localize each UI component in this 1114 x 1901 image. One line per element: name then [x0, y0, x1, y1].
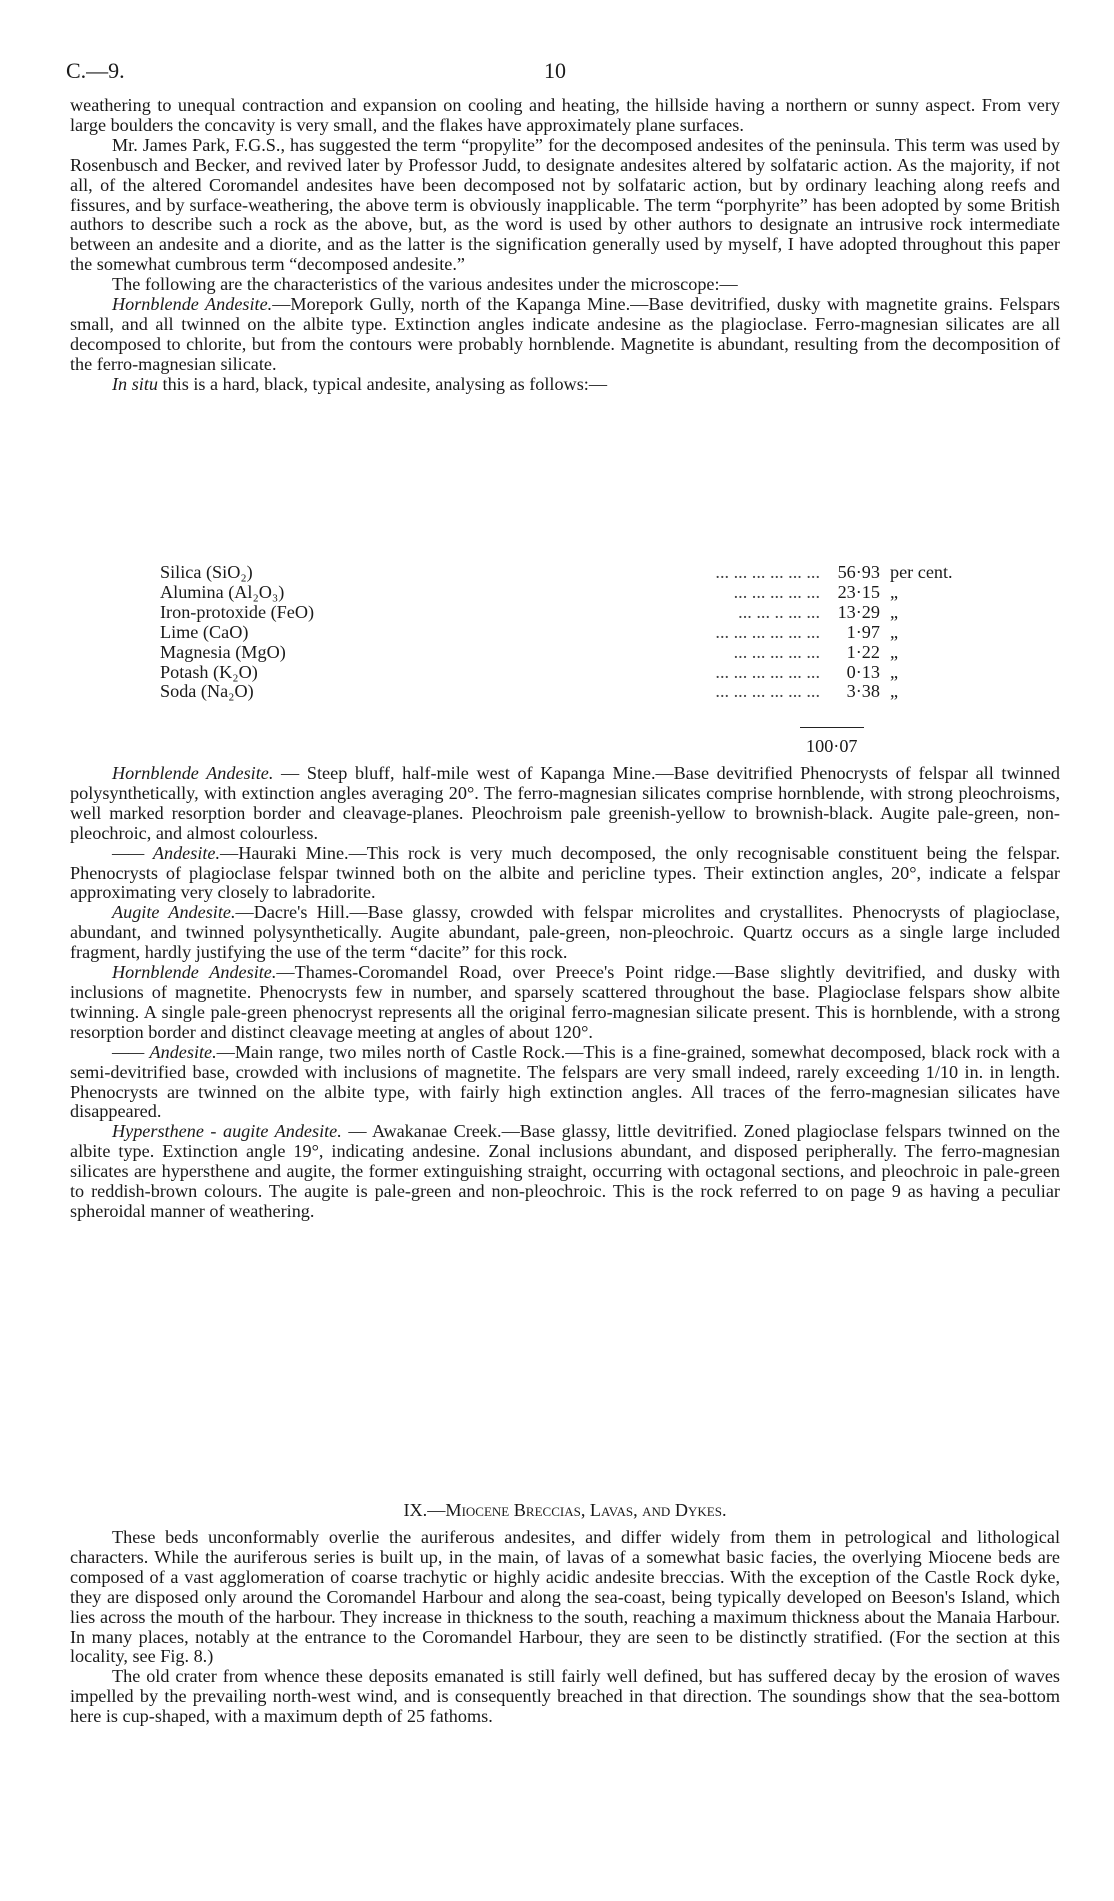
analysis-unit: „: [890, 661, 899, 682]
in-situ-text: this is a hard, black, typical andesite, analysing as follows:—: [157, 373, 608, 394]
paragraph: The following are the characteristics of the various andesites under the microscope:—: [112, 274, 738, 295]
rock-text: — Steep bluff, half-mile west of Kapanga Mine.—Base devitrified Phenocrysts of felspar all twinned polysynthetically, with extinction angles averaging 20°. The ferro-magnesian silicates comprise hornblende, with strong pleochroisms, well marked resorption border and cleavage-planes. Pleochroism pale greenish-yellow to brownish-black. Augite pale-green, non-pleochroic, and almost colourless.: [70, 763, 1061, 843]
analysis-value: 1·22: [846, 641, 880, 662]
analysis-row: [160, 682, 970, 702]
rock-description: [70, 844, 1060, 904]
analysis-unit: „: [890, 621, 899, 642]
analysis-constituent: Silica (SiO₂): [160, 562, 253, 582]
rock-description: [70, 1122, 1060, 1222]
rock-text: —Main range, two miles north of Castle Rock.—This is a fine-grained, somewhat decomposed, black rock with a semi-devitrified base, crowded with inclusions of magnetite. The felspars are very small indeed, rarely exceeding 1/10 in. in length. Phenocrysts are twinned on the albite type, with fairly high extinction angles. All traces of the ferro-magnesian silicates have disappeared.: [70, 1041, 1060, 1122]
intro-section: [70, 96, 1060, 395]
analysis-constituent: Iron-protoxide (FeO): [160, 601, 315, 622]
analysis-unit: „: [890, 581, 899, 602]
rock-text: — Awakanae Creek.—Base glassy, little devitrified. Zoned plagioclase felspars twinned on the albite type. Extinction angle 19°, indicating andesine. Zonal inclusions abundant, and disposed peripherally. The ferro-magnesian silicates are hypersthene and augite, the former extinguishing straight, occurring with octagonal sections, and pleochroic in pale-green to reddish-brown colours. The augite is pale-green and non-pleochroic. This is the rock referred to on page 9 as having a peculiar spheroidal manner of weathering.: [70, 1121, 1061, 1221]
analysis-row: [160, 663, 970, 683]
rock-title: Hornblende Andesite.: [112, 294, 273, 315]
paragraph: These beds unconformably overlie the auriferous andesites, and differ widely from them in petrological and lithological characters. While the auriferous series is built up, in the main, of lavas of a somewhat basic facies, the overlying Miocene beds are composed of a vast agglomeration of coarse trachytic or highly acidic andesite breccias. With the exception of the Castle Rock dyke, they are disposed only around the Coromandel Harbour and along the sea-coast, being typically developed on Beeson's Island, which lies across the mouth of the harbour. They increase in thickness to the south, reaching a maximum thickness about the Manaia Harbour. In many places, notably at the entrance to the Coromandel Harbour, they are seen to be distinctly stratified. (For the section at this locality, see Fig. 8.): [70, 1527, 1060, 1667]
rock-text: —Thames-Coromandel Road, over Preece's Point ridge.—Base slightly devitrified, and dusky with inclusions of magnetite. Phenocrysts few in number, and sparsely scattered throughout the base. Plagioclase felspars show albite twinning. A single pale-green phenocryst represents all the original ferro-magnesian silicate present. This is hornblende, with a strong resorption border and distinct cleavage meeting at angles of about 120°.: [70, 962, 1060, 1042]
section-body: [70, 1528, 1060, 1727]
rock-description: [70, 1043, 1060, 1123]
rock-text: —Dacre's Hill.—Base glassy, crowded with felspar microlites and crystallites. Phenocrysts of plagioclase, abundant, and twinned polysynthetically. Augite abundant, pale-green, non-pleochroic. Quartz occurs as a single large included fragment, hardly justifying the use of the term “dacite” for this rock.: [70, 902, 1060, 963]
analysis-value: 0·13: [846, 661, 880, 682]
rock-title: Hornblende Andesite.: [112, 962, 277, 983]
analysis-row: [160, 643, 970, 663]
analysis-value: 1·97: [846, 621, 880, 642]
analysis-row: [160, 623, 970, 643]
rock-title: —— Andesite.: [112, 842, 221, 863]
analysis-value: 56·93: [837, 562, 880, 582]
analysis-constituent: Potash (K₂O): [160, 661, 258, 682]
analysis-row: [160, 563, 970, 583]
in-situ-label: In situ: [112, 373, 158, 394]
rock-description: [70, 764, 1060, 844]
analysis-total: 100·07: [806, 736, 858, 756]
leader-dots: ... ... ... ... ... ...: [715, 661, 820, 682]
rock-text: —Morepork Gully, north of the Kapanga Mine.—Base devitrified, dusky with magnetite grains. Felspars small, and all twinned on the albite type. Extinction angles indicate andesine as the plagioclase. Ferro-magnesian silicates are all decomposed to chlorite, but from the contours were probably hornblende. Magnetite is abundant, resulting from the decomposition of the ferro-magnesian silicate.: [70, 294, 1060, 374]
analysis-row: [160, 583, 970, 603]
rock-text: —Hauraki Mine.—This rock is very much decomposed, the only recognisable constituent being the felspar. Phenocrysts of plagioclase felspar twinned both on the albite and pericline types. Their extinction angles, 20°, indicate a felspar approximating very closely to labradorite.: [70, 842, 1060, 903]
paragraph: Mr. James Park, F.G.S., has suggested the term “propylite” for the decomposed andesites of the peninsula. This term was used by Rosenbusch and Becker, and revived later by Professor Judd, to designate andesites altered by solfataric action. As the majority, if not all, of the altered Coromandel andesites have been decomposed not by solfataric action, but by ordinary leaching along reefs and fissures, and by surface-weathering, the above term is obviously inapplicable. The term “porphyrite” has been adopted by some British authors to describe such a rock as the above, but, as the word is used by other authors to designate an intrusive rock intermediate between an andesite and a diorite, and as the latter is the signification generally used by myself, I have adopted throughout this paper the somewhat cumbrous term “decomposed andesite.”: [70, 134, 1060, 275]
section-heading: IX.—Miocene Breccias, Lavas, and Dykes.: [403, 1500, 727, 1520]
sum-rule: [800, 727, 864, 728]
paragraph: [70, 375, 1060, 395]
rock-title: Hornblende Andesite.: [112, 763, 274, 783]
analysis-constituent: Magnesia (MgO): [160, 641, 286, 662]
rock-title: Hypersthene - augite Andesite.: [112, 1121, 342, 1142]
rock-description: [70, 295, 1060, 375]
analysis-constituent: Soda (Na₂O): [160, 681, 254, 702]
document-reference: C.—9.: [66, 58, 125, 83]
analysis-row: [160, 603, 970, 623]
paragraph: weathering to unequal contraction and expansion on cooling and heating, the hillside having a northern or sunny aspect. From very large boulders the concavity is very small, and the flakes have approximately plane surfaces.: [70, 95, 1060, 135]
page-number: 10: [544, 58, 566, 83]
leader-dots: ... ... ... ... ...: [733, 581, 820, 602]
analysis-constituent: Lime (CaO): [160, 621, 249, 642]
analysis-value: 3·38: [846, 681, 880, 702]
leader-dots: ... ... ... ... ... ...: [715, 681, 820, 702]
rock-title: Augite Andesite.: [112, 902, 236, 923]
chemical-analysis-table: [160, 563, 970, 702]
leader-dots: ... ... ... ... ...: [733, 641, 820, 662]
analysis-unit: „: [890, 681, 899, 702]
rock-description: [70, 963, 1060, 1043]
paragraph: The old crater from whence these deposits emanated is still fairly well defined, but has suffered decay by the erosion of waves impelled by the prevailing north-west wind, and is consequently breached in that direction. The soundings show that the sea-bottom here is cup-shaped, with a maximum depth of 25 fathoms.: [70, 1666, 1060, 1727]
analysis-constituent: Alumina (Al₂O₃): [160, 581, 285, 602]
leader-dots: ... ... ... ... ... ...: [715, 562, 820, 582]
analysis-value: 23·15: [837, 581, 880, 602]
analysis-value: 13·29: [837, 601, 880, 622]
rock-description: [70, 903, 1060, 963]
leader-dots: ... ... .. ... ...: [738, 601, 820, 622]
rock-descriptions: [70, 764, 1060, 1222]
leader-dots: ... ... ... ... ... ...: [715, 621, 820, 642]
analysis-unit: „: [890, 601, 899, 622]
analysis-unit: per cent.: [890, 562, 953, 582]
analysis-unit: „: [890, 641, 899, 662]
rock-title: —— Andesite.: [112, 1041, 217, 1062]
